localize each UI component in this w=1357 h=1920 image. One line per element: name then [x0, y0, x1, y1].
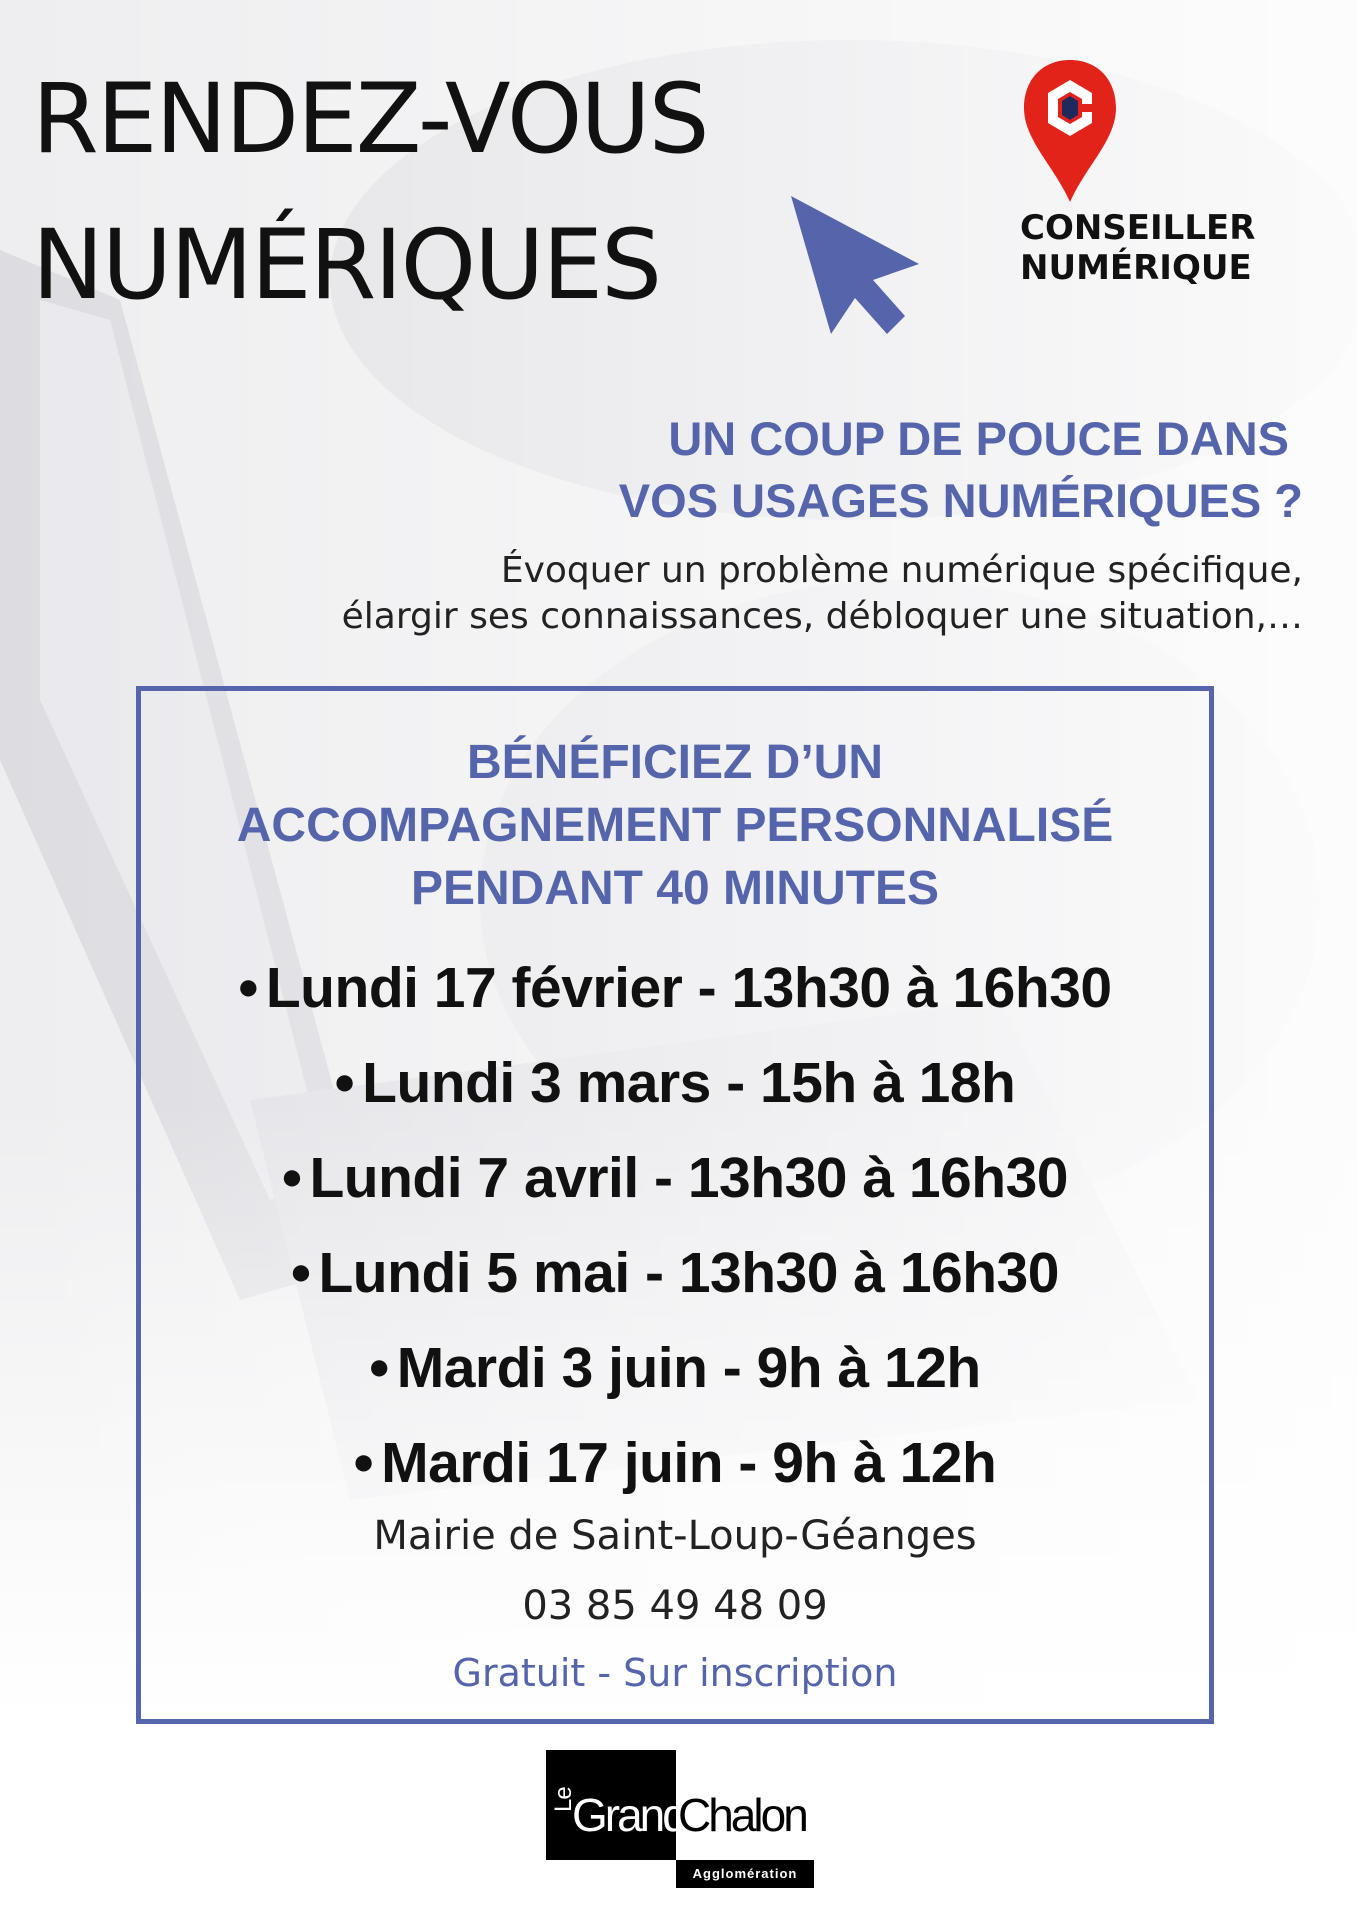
- box-heading: [141, 731, 1209, 920]
- question-heading: [403, 408, 1303, 532]
- page-title: [32, 46, 708, 338]
- logo-grand: Grand: [572, 1789, 685, 1841]
- description-text: [103, 548, 1303, 640]
- question-line-1: UN COUP DE POUCE DANS: [668, 412, 1289, 465]
- mouse-cursor-icon: [783, 188, 923, 338]
- box-heading-line-2: ACCOMPAGNEMENT PERSONNALISÉ: [236, 799, 1114, 852]
- description-line-2: élargir ses connaissances, débloquer une situation,…: [341, 596, 1303, 637]
- title-line-1: RENDEZ-VOUS: [32, 63, 708, 175]
- date-item: • Mardi 17 juin - 9h à 12h: [353, 1431, 997, 1495]
- map-pin-c-icon: [1020, 56, 1120, 206]
- dates-list: [141, 941, 1209, 1511]
- description-line-1: Évoquer un problème numérique spécifique,: [500, 550, 1303, 591]
- pricing-note: Gratuit - Sur inscription: [452, 1651, 898, 1695]
- logo-agglomeration: Agglomération: [676, 1860, 814, 1888]
- title-line-2: NUMÉRIQUES: [32, 209, 660, 321]
- location-text: Mairie de Saint-Loup-Géanges: [373, 1513, 977, 1559]
- date-item: • Lundi 17 février - 13h30 à 16h30: [238, 956, 1112, 1020]
- info-box: [136, 686, 1214, 1724]
- conseiller-numerique-logo: [1020, 208, 1280, 288]
- date-item: • Lundi 3 mars - 15h à 18h: [334, 1051, 1016, 1115]
- logo-le: Le: [550, 1787, 577, 1812]
- date-item: • Lundi 5 mai - 13h30 à 16h30: [291, 1241, 1059, 1305]
- grand-chalon-logo: [546, 1748, 814, 1890]
- date-item: • Lundi 7 avril - 13h30 à 16h30: [282, 1146, 1068, 1210]
- date-item: • Mardi 3 juin - 9h à 12h: [369, 1336, 981, 1400]
- logo-line-1: CONSEILLER: [1020, 208, 1256, 248]
- logo-chalon: Chalon: [678, 1789, 806, 1841]
- question-line-2: VOS USAGES NUMÉRIQUES ?: [618, 474, 1303, 527]
- box-heading-line-1: BÉNÉFICIEZ D’UN: [466, 736, 883, 789]
- logo-line-2: NUMÉRIQUE: [1020, 248, 1252, 288]
- phone-number: 03 85 49 48 09: [522, 1583, 828, 1629]
- box-heading-line-3: PENDANT 40 MINUTES: [410, 862, 940, 915]
